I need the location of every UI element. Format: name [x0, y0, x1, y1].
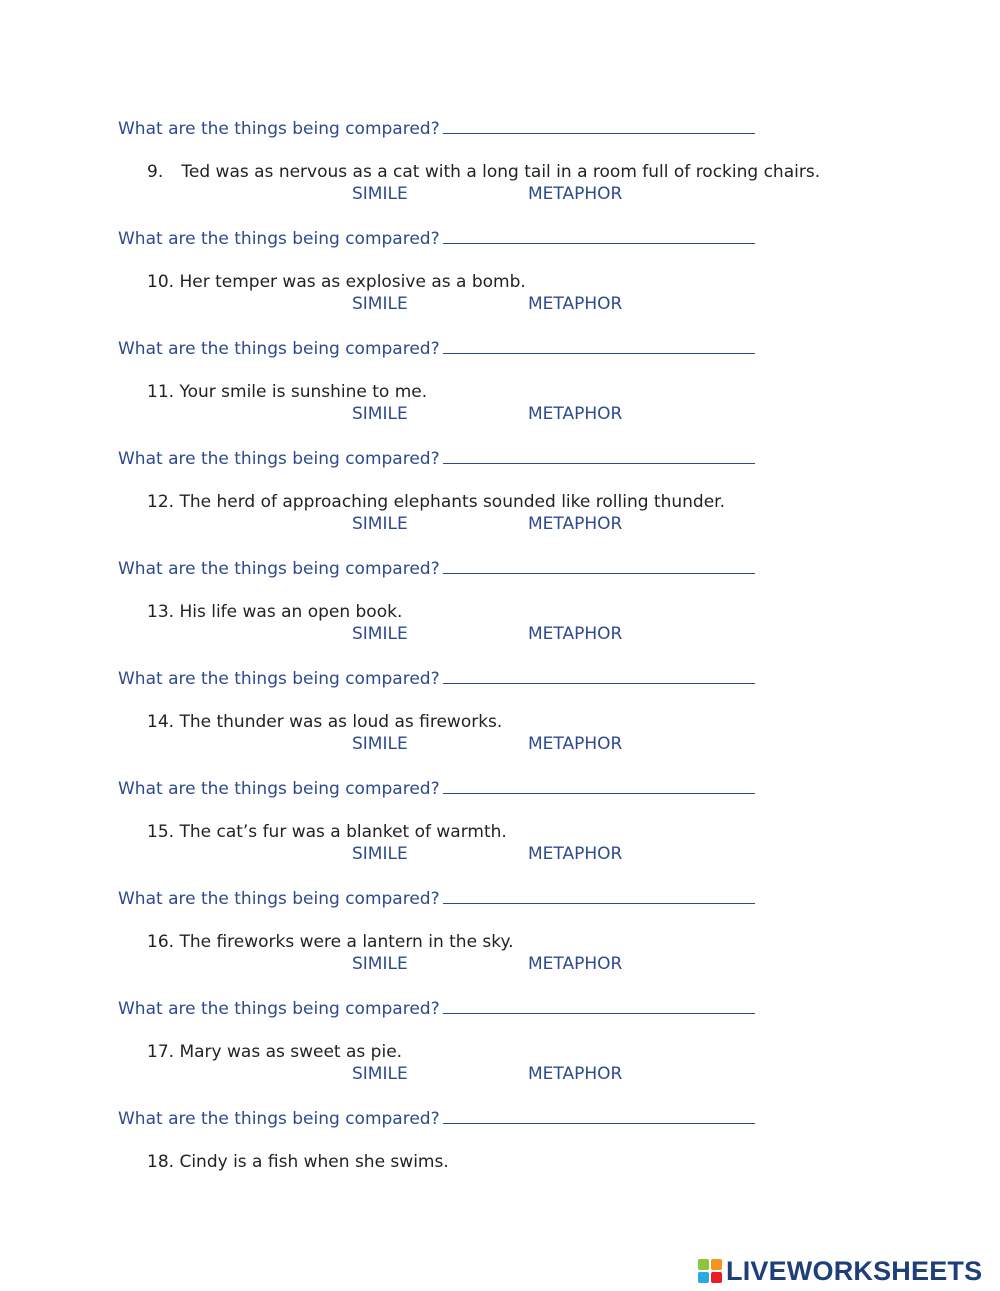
question-prompt: What are the things being compared?: [118, 119, 440, 139]
list-item: [147, 1041, 402, 1063]
item-sentence: The cat’s fur was a blanket of warmth.: [179, 822, 507, 842]
metaphor-option[interactable]: METAPHOR: [528, 844, 623, 864]
item-number: 9.: [147, 162, 164, 182]
logo-tile-blue: [698, 1272, 709, 1283]
item-sentence: His life was an open book.: [179, 602, 403, 622]
list-item: [147, 381, 427, 403]
list-item: [147, 601, 402, 623]
liveworksheets-logo[interactable]: [698, 1256, 982, 1286]
metaphor-option[interactable]: METAPHOR: [528, 624, 623, 644]
question-prompt: What are the things being compared?: [118, 339, 440, 359]
simile-option[interactable]: SIMILE: [352, 844, 408, 864]
question-prompt: What are the things being compared?: [118, 229, 440, 249]
item-number: 10.: [147, 272, 175, 292]
item-sentence: Ted was as nervous as a cat with a long tail in a room full of rocking chairs.: [181, 162, 821, 182]
comparison-question: [118, 337, 755, 360]
item-number: 14.: [147, 712, 175, 732]
item-number: 16.: [147, 932, 175, 952]
comparison-question: [118, 667, 755, 690]
answer-blank[interactable]: [443, 227, 755, 244]
item-number: 13.: [147, 602, 175, 622]
list-item: [147, 161, 820, 183]
answer-blank[interactable]: [443, 337, 755, 354]
comparison-question: [118, 777, 755, 800]
simile-option[interactable]: SIMILE: [352, 184, 408, 204]
logo-tile-red: [711, 1272, 722, 1283]
comparison-question: [118, 447, 755, 470]
metaphor-option[interactable]: METAPHOR: [528, 184, 623, 204]
answer-blank[interactable]: [443, 117, 755, 134]
item-number: 11.: [147, 382, 175, 402]
item-number: 15.: [147, 822, 175, 842]
list-item: [147, 821, 507, 843]
list-item: [147, 491, 725, 513]
item-sentence: Cindy is a fish when she swims.: [179, 1152, 449, 1172]
simile-option[interactable]: SIMILE: [352, 404, 408, 424]
list-item: [147, 271, 526, 293]
simile-option[interactable]: SIMILE: [352, 624, 408, 644]
item-sentence: Your smile is sunshine to me.: [179, 382, 428, 402]
answer-blank[interactable]: [443, 777, 755, 794]
item-sentence: Mary was as sweet as pie.: [179, 1042, 403, 1062]
simile-option[interactable]: SIMILE: [352, 514, 408, 534]
logo-text: LIVEWORKSHEETS: [726, 1256, 983, 1286]
question-prompt: What are the things being compared?: [118, 779, 440, 799]
comparison-question: [118, 887, 755, 910]
simile-option[interactable]: SIMILE: [352, 954, 408, 974]
answer-blank[interactable]: [443, 557, 755, 574]
question-prompt: What are the things being compared?: [118, 1109, 440, 1129]
comparison-question: [118, 557, 755, 580]
answer-blank[interactable]: [443, 667, 755, 684]
logo-tiles-icon: [698, 1259, 722, 1283]
list-item: [147, 711, 502, 733]
answer-blank[interactable]: [443, 1107, 755, 1124]
logo-tile-orange: [711, 1259, 722, 1270]
comparison-question: [118, 1107, 755, 1130]
list-item: [147, 1151, 449, 1173]
answer-blank[interactable]: [443, 997, 755, 1014]
comparison-question: [118, 227, 755, 250]
item-sentence: The herd of approaching elephants sounded like rolling thunder.: [179, 492, 725, 512]
item-sentence: Her temper was as explosive as a bomb.: [179, 272, 526, 292]
item-number: 18.: [147, 1152, 175, 1172]
simile-option[interactable]: SIMILE: [352, 294, 408, 314]
answer-blank[interactable]: [443, 447, 755, 464]
item-sentence: The thunder was as loud as fireworks.: [179, 712, 503, 732]
question-prompt: What are the things being compared?: [118, 559, 440, 579]
metaphor-option[interactable]: METAPHOR: [528, 954, 623, 974]
question-prompt: What are the things being compared?: [118, 669, 440, 689]
comparison-question: [118, 997, 755, 1020]
question-prompt: What are the things being compared?: [118, 999, 440, 1019]
logo-tile-green: [698, 1259, 709, 1270]
item-number: 12.: [147, 492, 175, 512]
item-number: 17.: [147, 1042, 175, 1062]
simile-option[interactable]: SIMILE: [352, 734, 408, 754]
list-item: [147, 931, 514, 953]
comparison-question: [118, 117, 755, 140]
question-prompt: What are the things being compared?: [118, 889, 440, 909]
metaphor-option[interactable]: METAPHOR: [528, 514, 623, 534]
metaphor-option[interactable]: METAPHOR: [528, 734, 623, 754]
simile-option[interactable]: SIMILE: [352, 1064, 408, 1084]
item-sentence: The fireworks were a lantern in the sky.: [179, 932, 514, 952]
answer-blank[interactable]: [443, 887, 755, 904]
metaphor-option[interactable]: METAPHOR: [528, 294, 623, 314]
metaphor-option[interactable]: METAPHOR: [528, 1064, 623, 1084]
metaphor-option[interactable]: METAPHOR: [528, 404, 623, 424]
question-prompt: What are the things being compared?: [118, 449, 440, 469]
